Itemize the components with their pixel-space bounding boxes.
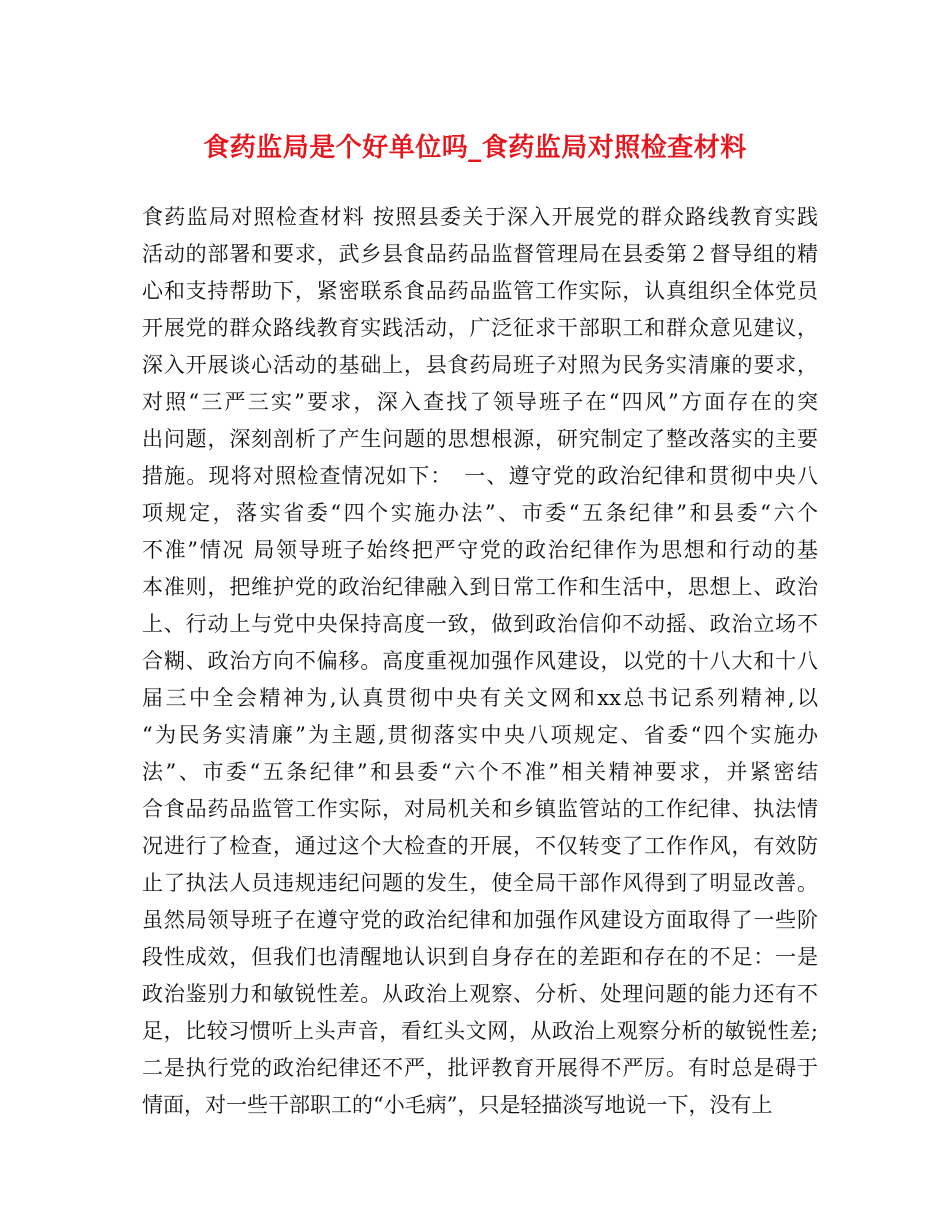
body-line: 本准则，把维护党的政治纪律融入到日常工作和生活中，思想上、政治 — [142, 575, 818, 599]
body-line: 足，比较习惯听上头声音，看红头文网，从政治上观察分析的敏锐性差; — [142, 1019, 818, 1043]
body-line: 深入开展谈心活动的基础上，县食药局班子对照为民务实清廉的要求， — [142, 353, 818, 377]
body-line: 段性成效，但我们也清醒地认识到自身存在的差距和存在的不足：一是 — [142, 945, 818, 969]
body-line: “为民务实清廉”为主题,贯彻落实中央八项规定、省委“四个实施办 — [142, 723, 818, 747]
document-body — [142, 199, 818, 1124]
body-line: 合糊、政治方向不偏移。高度重视加强作风建设，以党的十八大和十八 — [142, 649, 818, 673]
body-line: 心和支持帮助下，紧密联系食品药品监管工作实际，认真组织全体党员 — [142, 279, 818, 303]
body-line: 出问题，深刻剖析了产生问题的思想根源，研究制定了整改落实的主要 — [142, 427, 818, 451]
body-line: 活动的部署和要求，武乡县食品药品监督管理局在县委第２督导组的精 — [142, 242, 818, 266]
body-line: 上、行动上与党中央保持高度一致，做到政治信仰不动摇、政治立场不 — [142, 612, 818, 636]
body-line: 政治鉴别力和敏锐性差。从政治上观察、分析、处理问题的能力还有不 — [142, 982, 818, 1006]
body-line: 届三中全会精神为,认真贯彻中央有关文网和xx总书记系列精神,以 — [142, 686, 818, 710]
body-line: 法”、市委“五条纪律”和县委“六个不准”相关精神要求，并紧密结 — [142, 760, 818, 784]
body-line: 措施。现将对照检查情况如下： 一、遵守党的政治纪律和贯彻中央八 — [142, 464, 818, 488]
body-line: 情面，对一些干部职工的“小毛病”，只是轻描淡写地说一下，没有上 — [142, 1093, 773, 1117]
body-line: 对照“三严三实”要求，深入查找了领导班子在“四风”方面存在的突 — [142, 390, 818, 414]
body-line: 开展党的群众路线教育实践活动，广泛征求干部职工和群众意见建议， — [142, 316, 818, 340]
body-line: 食药监局对照检查材料 按照县委关于深入开展党的群众路线教育实践 — [142, 205, 818, 229]
body-line: 项规定，落实省委“四个实施办法”、市委“五条纪律”和县委“六个 — [142, 501, 818, 525]
document-title: 食药监局是个好单位吗_食药监局对照检查材料 — [203, 133, 747, 163]
body-line: 不准”情况 局领导班子始终把严守党的政治纪律作为思想和行动的基 — [142, 538, 818, 562]
body-line: 况进行了检查，通过这个大检查的开展，不仅转变了工作作风，有效防 — [142, 834, 818, 858]
body-line: 止了执法人员违规违纪问题的发生，使全局干部作风得到了明显改善。 — [142, 871, 818, 895]
body-line: 合食品药品监管工作实际，对局机关和乡镇监管站的工作纪律、执法情 — [142, 797, 818, 821]
body-line: 虽然局领导班子在遵守党的政治纪律和加强作风建设方面取得了一些阶 — [142, 908, 818, 932]
body-line: 二是执行党的政治纪律还不严，批评教育开展得不严厉。有时总是碍于 — [142, 1056, 818, 1080]
